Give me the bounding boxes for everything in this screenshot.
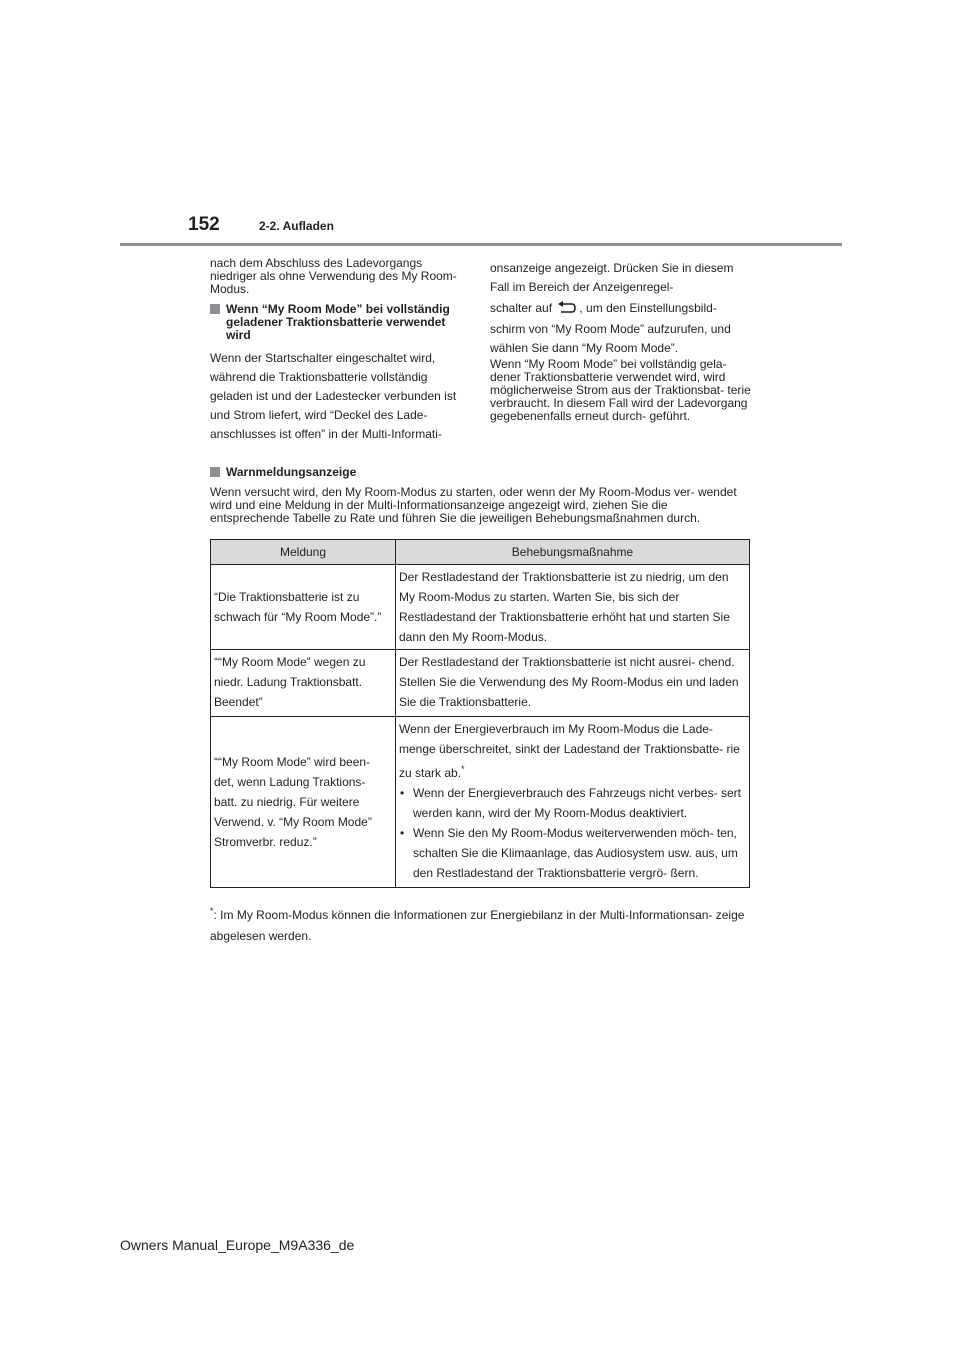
table-header-cell: Behebungsmaßnahme: [396, 540, 750, 565]
bullet-text: Wenn der Energieverbrauch des Fahrzeugs nicht verbes- sert werden kann, wird der My Room-Modus deaktiviert.: [413, 786, 741, 820]
subheading-text: Warnmeldungsanzeige: [226, 465, 357, 479]
action-text: [399, 719, 746, 783]
table-cell-message: “Die Traktionsbatterie ist zu schwach für “My Room Mode”.”: [211, 565, 396, 650]
paragraph: Wenn “My Room Mode” bei vollständig gela- dener Traktionsbatterie verwendet wird, wird möglicherweise Strom aus der Traktionsbat- terie verbraucht. In diesem Fall wird der Ladevorgang gegebenenfalls erneut durch- geführt.: [490, 357, 751, 423]
bullet-text: Wenn Sie den My Room-Modus weiterverwenden möch- ten, schalten Sie die Klimaanlage, das Audiosystem usw. aus, um den Restladestand der Traktionsbatterie vergrö- ßern.: [413, 826, 738, 880]
text-span: schalter auf: [490, 301, 553, 315]
table-row: [211, 717, 750, 888]
footnote-mark: *: [210, 906, 214, 916]
square-bullet-icon: [210, 467, 220, 477]
table-row: [211, 565, 750, 650]
footnote: [210, 905, 755, 946]
page-number: 152: [188, 214, 220, 235]
text-span: Wenn der Energieverbrauch im My Room-Modus die Lade- menge überschreitet, sinkt der Ladestand der Traktionsbatte- rie zu stark ab.: [399, 722, 740, 780]
table-cell-action: [396, 717, 750, 888]
paragraph: [490, 297, 752, 320]
table-header-cell: Meldung: [211, 540, 396, 565]
paragraph: schirm von “My Room Mode” aufzurufen, und wählen Sie dann “My Room Mode”.: [490, 322, 731, 355]
table-cell-message: ““My Room Mode” wird been- det, wenn Ladung Traktions- batt. zu niedrig. Für weitere Verwend. v. “My Room Mode” Stromverbr. reduz.”: [211, 717, 396, 888]
warning-intro: Wenn versucht wird, den My Room-Modus zu starten, oder wenn der My Room-Modus ver- wendet wird und eine Meldung in der Multi-Informationsanzeige angezeigt wird, ziehen Sie die entsprechende Tabelle zu Rate und führen Sie die jeweiligen Behebungsmaßnahmen durch.: [210, 485, 737, 525]
bullet-item: [399, 823, 746, 883]
footnote-mark: *: [461, 764, 465, 774]
table-cell-message: ““My Room Mode” wegen zu niedr. Ladung Traktionsbatt. Beendet”: [211, 650, 396, 717]
table-cell-action: Der Restladestand der Traktionsbatterie ist zu niedrig, um den My Room-Modus zu starten. Warten Sie, bis sich der Restladestand der Traktionsbatterie erhöht hat und starten Sie dann den My Room-Modus.: [396, 565, 750, 650]
page-footer: Owners Manual_Europe_M9A336_de: [120, 1237, 355, 1253]
left-column: [210, 257, 472, 444]
paragraph: nach dem Abschluss des Ladevorgangs niedriger als ohne Verwendung des My Room-Modus.: [210, 256, 457, 296]
section-title: 2-2. Aufladen: [259, 219, 334, 233]
back-arrow-icon: [557, 301, 577, 315]
table-cell-action: Der Restladestand der Traktionsbatterie ist nicht ausrei- chend. Stellen Sie die Verwendung des My Room-Modus ein und laden Sie die Traktionsbatterie.: [396, 650, 750, 717]
paragraph: onsanzeige angezeigt. Drücken Sie in diesem Fall im Bereich der Anzeigenregel-: [490, 261, 734, 294]
bullet-icon: •: [400, 786, 405, 800]
paragraph: Wenn der Startschalter eingeschaltet wird, während die Traktionsbatterie vollständig geladen ist und der Ladestecker verbunden ist und Strom liefert, wird “Deckel des Lade- anschlusses ist offen” in der Multi-Informati-: [210, 351, 457, 441]
table-row: [211, 650, 750, 717]
right-column: [490, 259, 752, 423]
warning-table: [210, 539, 750, 888]
text-span: , um den Einstellungsbild-: [579, 301, 717, 315]
subheading-text: Wenn “My Room Mode” bei vollständig geladener Traktionsbatterie verwendet wird: [226, 302, 450, 342]
bullet-item: [399, 783, 746, 823]
bullet-icon: •: [400, 826, 405, 840]
subheading: [210, 466, 750, 479]
subheading: [210, 303, 472, 342]
header-rule: [120, 243, 842, 246]
table-header-row: [211, 540, 750, 565]
warning-heading: [210, 466, 750, 479]
square-bullet-icon: [210, 304, 220, 314]
footnote-text: : Im My Room-Modus können die Informationen zur Energiebilanz in der Multi-Informationsan- zeige abgelesen werden.: [210, 908, 745, 943]
